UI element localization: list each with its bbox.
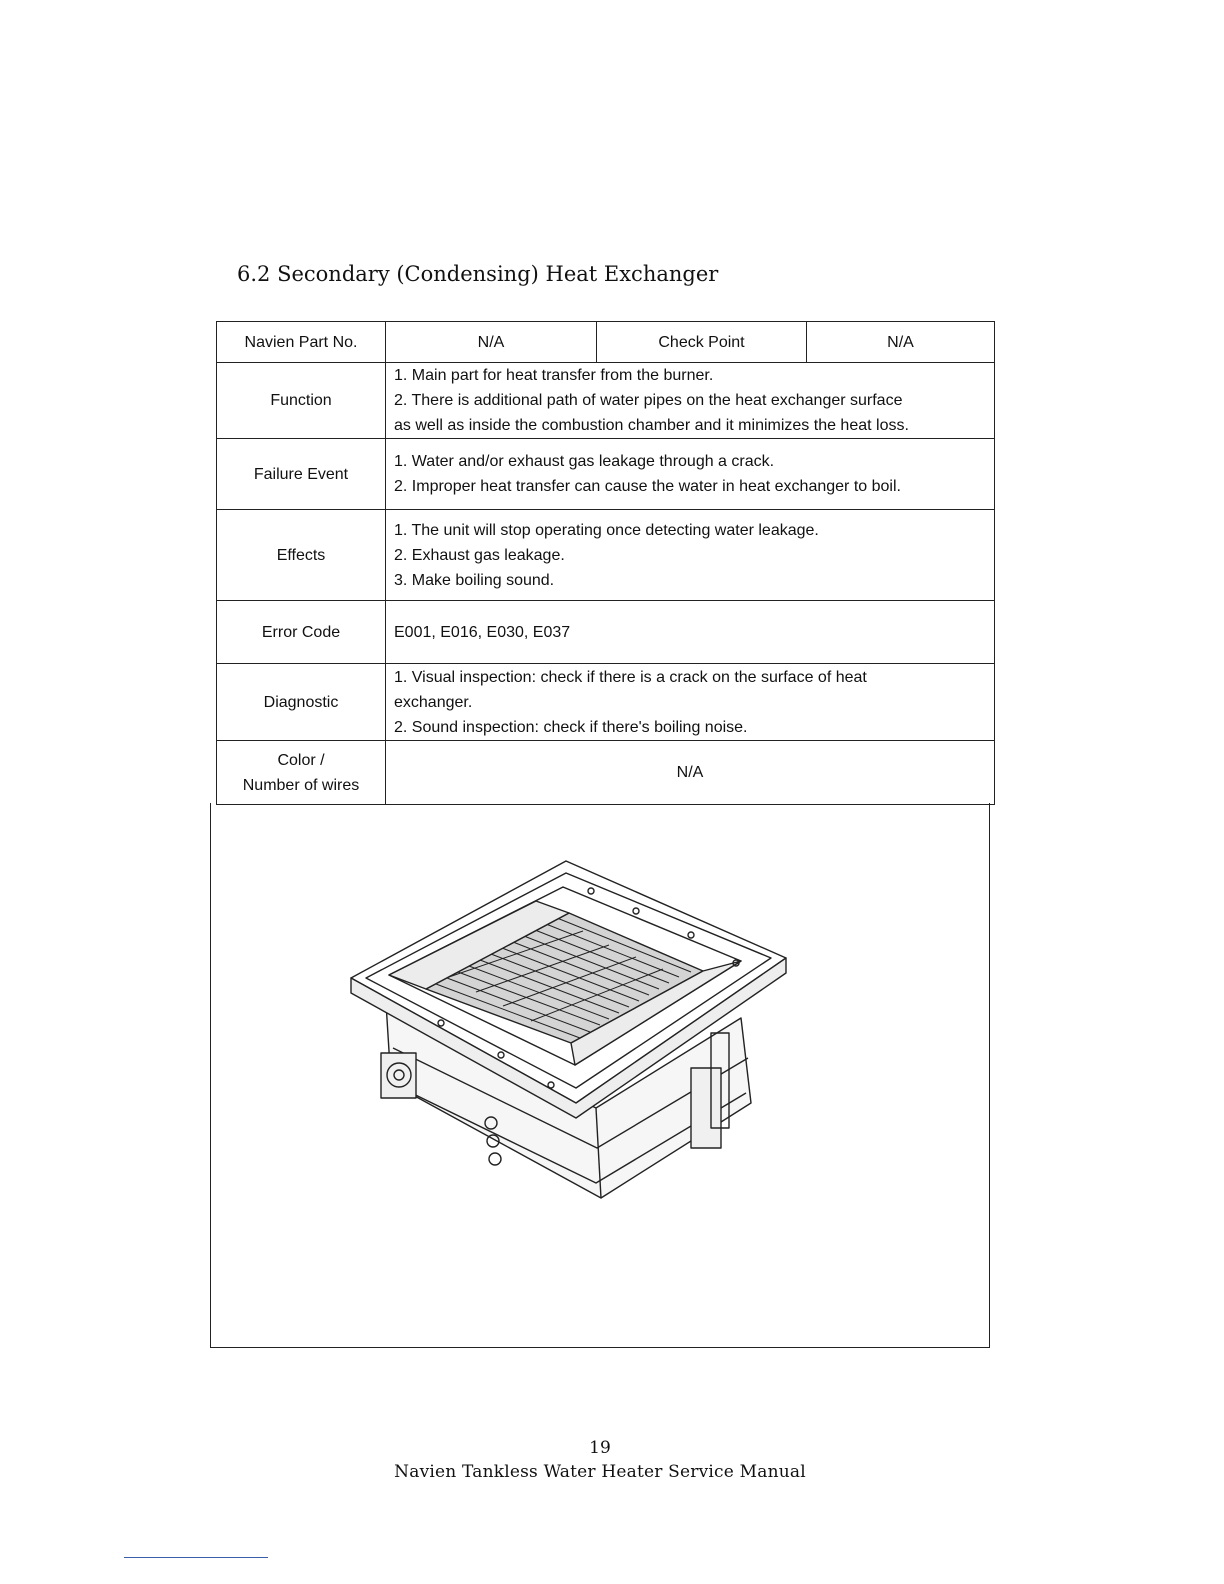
table-row — [217, 601, 995, 664]
failure-line: 2. Improper heat transfer can cause the water in heat exchanger to boil. — [394, 478, 901, 495]
table-row — [217, 664, 995, 741]
effects-line: 2. Exhaust gas leakage. — [394, 546, 565, 564]
manual-title: Navien Tankless Water Heater Service Manual — [394, 1462, 806, 1482]
function-line: as well as inside the combustion chamber and it minimizes the heat loss. — [394, 417, 909, 434]
heat-exchanger-illustration — [211, 803, 991, 1348]
failure-event-label: Failure Event — [217, 439, 386, 510]
function-line: 1. Main part for heat transfer from the burner. — [394, 367, 714, 384]
table-row — [217, 510, 995, 601]
effects-line: 1. The unit will stop operating once detecting water leakage. — [394, 521, 819, 539]
function-label: Function — [217, 363, 386, 439]
check-point-value: N/A — [807, 322, 995, 363]
diagnostic-line: exchanger. — [394, 693, 473, 711]
page-number: 19 — [589, 1438, 611, 1458]
spec-table — [216, 321, 995, 805]
table-row — [217, 741, 995, 805]
diagnostic-value — [386, 664, 995, 741]
diagnostic-label: Diagnostic — [217, 664, 386, 741]
effects-value — [386, 510, 995, 601]
wires-label-line: Color / — [277, 751, 325, 769]
function-line: 2. There is additional path of water pipes on the heat exchanger surface — [394, 392, 903, 409]
wires-value: N/A — [386, 741, 995, 805]
bottom-rule — [124, 1557, 268, 1558]
section-title: 6.2 Secondary (Condensing) Heat Exchanger — [237, 262, 719, 286]
table-row — [217, 439, 995, 510]
effects-line: 3. Make boiling sound. — [394, 571, 555, 589]
function-value — [386, 363, 995, 439]
part-no-value: N/A — [386, 322, 597, 363]
error-code-label: Error Code — [217, 601, 386, 664]
diagnostic-line: 1. Visual inspection: check if there is a crack on the surface of heat — [394, 668, 867, 686]
wires-label-line: Number of wires — [242, 776, 360, 794]
figure-box — [210, 803, 990, 1348]
part-no-label: Navien Part No. — [217, 322, 386, 363]
table-row — [217, 363, 995, 439]
check-point-label: Check Point — [597, 322, 807, 363]
effects-label: Effects — [217, 510, 386, 601]
failure-event-value — [386, 439, 995, 510]
table-row — [217, 322, 995, 363]
error-code-value: E001, E016, E030, E037 — [386, 601, 995, 664]
wires-label — [217, 741, 386, 805]
diagnostic-line: 2. Sound inspection: check if there's boiling noise. — [394, 718, 748, 736]
failure-line: 1. Water and/or exhaust gas leakage through a crack. — [394, 453, 775, 470]
